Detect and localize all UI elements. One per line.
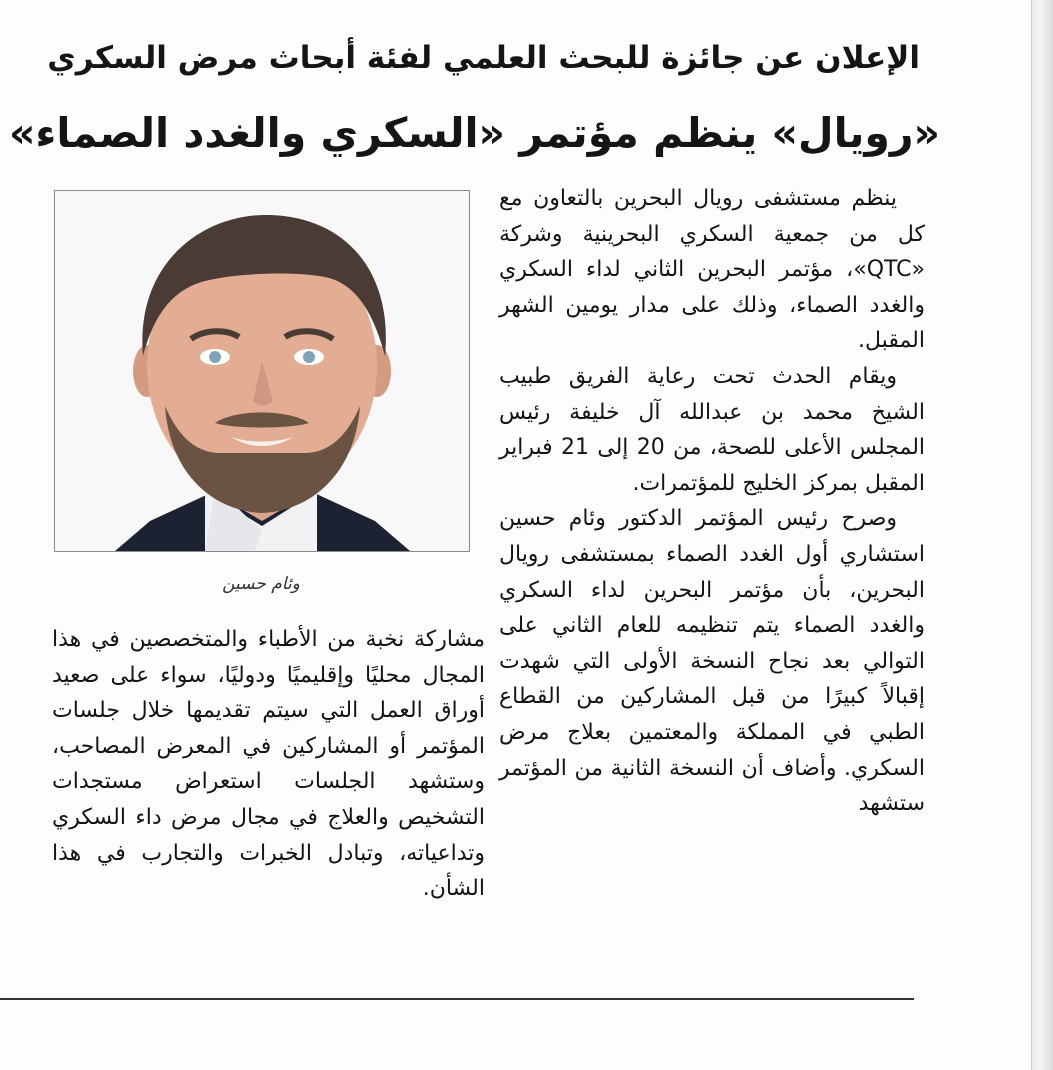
article-column-left bbox=[52, 622, 485, 907]
article-paragraph: ينظم مستشفى رويال البحرين بالتعاون مع كل من جمعية السكري البحرينية وشركة «QTC»، مؤتمر البحرين الثاني لداء السكري والغدد الصماء، وذلك على مدار يومين الشهر المقبل. bbox=[499, 186, 925, 354]
bottom-divider bbox=[0, 998, 914, 1000]
article-paragraph: وصرح رئيس المؤتمر الدكتور وئام حسين استشاري أول الغدد الصماء بمستشفى رويال البحرين، بأن مؤتمر البحرين لداء السكري والغدد الصماء يتم تنظيمه للعام الثاني على التوالي بعد نجاح النسخة الأولى التي شهدت إقبالاً كبيرًا من قبل المشاركين من القطاع الطبي في المملكة والمعتمين بعلاج مرض السكري. وأضاف أن النسخة الثانية من المؤتمر ستشهد bbox=[499, 506, 925, 817]
page-edge bbox=[1031, 0, 1053, 1070]
article-headline: «رويال» ينظم مؤتمر «السكري والغدد الصماء» bbox=[8, 109, 940, 157]
article-kicker: الإعلان عن جائزة للبحث العلمي لفئة أبحاث مرض السكري bbox=[47, 40, 920, 76]
portrait-illustration bbox=[55, 191, 469, 551]
article-column-right bbox=[499, 181, 925, 822]
article-paragraph: ويقام الحدث تحت رعاية الفريق طبيب الشيخ محمد بن عبدالله آل خليفة رئيس المجلس الأعلى للصحة، من 20 إلى 21 فبراير المقبل بمركز الخليج للمؤتمرات. bbox=[499, 363, 926, 496]
portrait-photo bbox=[54, 190, 470, 552]
photo-caption: وئام حسين bbox=[222, 574, 300, 594]
article-paragraph: مشاركة نخبة من الأطباء والمتخصصين في هذا المجال محليًا وإقليميًا ودوليًا، سواء على صعيد أوراق العمل التي سيتم تقديمها خلال جلسات المؤتمر أو المشاركين في المعرض المصاحب، وستشهد الجلسات استعراض مستجدات التشخيص والعلاج في مجال مرض داء السكري وتداعياته، وتبادل الخبرات والتجارب في هذا الشأن. bbox=[52, 627, 485, 902]
